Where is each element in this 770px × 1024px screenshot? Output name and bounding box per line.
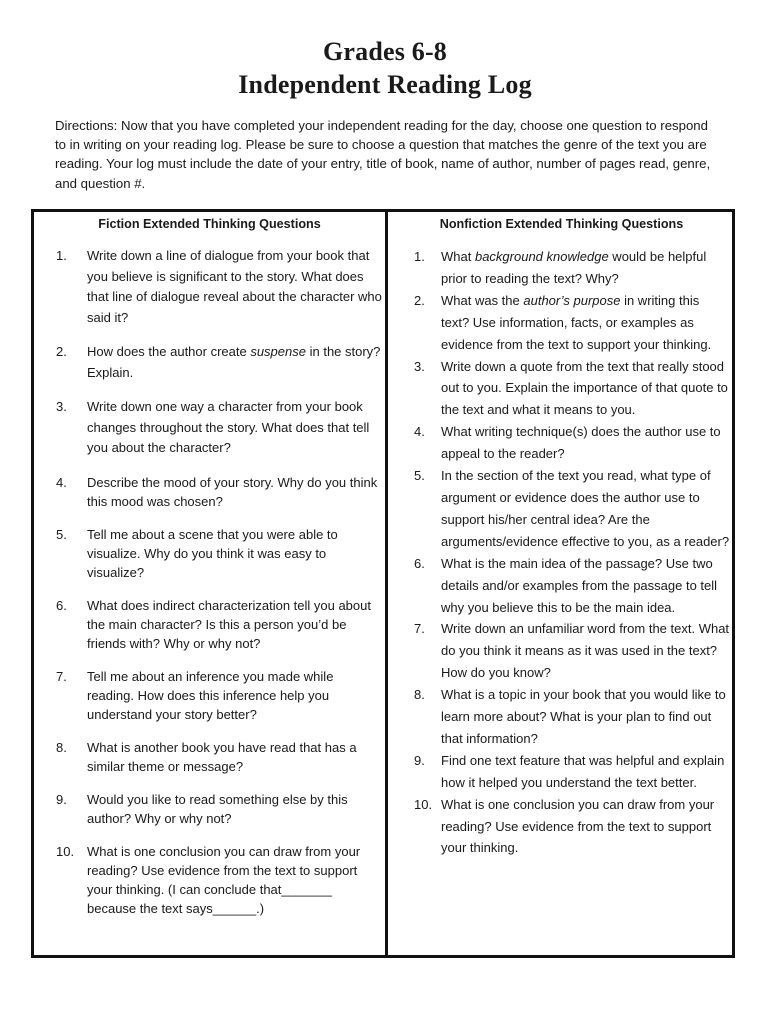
nonfiction-question-3 <box>410 356 730 422</box>
question-number: 5. <box>414 468 425 484</box>
nonfiction-question-list <box>410 246 730 859</box>
question-text: What background knowledge would be helpful prior to reading the text? Why? <box>441 249 707 286</box>
fiction-question-10 <box>56 842 382 918</box>
question-number: 9. <box>56 791 67 807</box>
questions-table <box>31 209 735 958</box>
question-text: Write down a quote from the text that really stood out to you. Explain the importance of that quote to the text and what it means to you. <box>441 358 728 418</box>
question-number: 6. <box>56 597 67 613</box>
fiction-question-7 <box>56 667 382 724</box>
question-number: 4. <box>56 474 67 490</box>
question-number: 1. <box>414 249 425 264</box>
fiction-question-8 <box>56 738 382 776</box>
question-text: What does indirect characterization tell you about the main character? Is this a person you’d be friends with? Why or why not? <box>87 597 371 651</box>
fiction-question-5 <box>56 525 382 582</box>
question-number: 7. <box>414 621 425 637</box>
question-text: Write down a line of dialogue from your book that you believe is significant to the story. What does that line of dialogue reveal about the character who said it? <box>87 248 382 325</box>
question-text: How does the author create suspense in the story? Explain. <box>87 344 381 380</box>
question-number: 2. <box>56 344 67 359</box>
question-number: 10. <box>56 843 75 859</box>
nonfiction-column-heading: Nonfiction Extended Thinking Questions <box>439 217 684 231</box>
question-number: 8. <box>414 687 425 703</box>
question-text: Tell me about an inference you made while reading. How does this inference help you understand your story better? <box>87 668 334 722</box>
nonfiction-question-4 <box>410 421 730 465</box>
question-text: Write down an unfamiliar word from the text. What do you think it means as it was used in the text? How do you know? <box>441 621 730 681</box>
question-number: 8. <box>56 739 67 755</box>
question-text: What writing technique(s) does the author use to appeal to the reader? <box>441 424 721 462</box>
fiction-question-1 <box>56 246 382 328</box>
nonfiction-question-10 <box>410 794 730 860</box>
question-text: In the section of the text you read, what type of argument or evidence does the author use to support his/her central idea? Are the arguments/evidence effective to you, as a reader? <box>441 468 730 549</box>
emphasized-term: suspense <box>250 344 306 359</box>
question-text: What is a topic in your book that you would like to learn more about? What is your plan to find out that information? <box>441 687 726 746</box>
question-number: 2. <box>414 292 425 308</box>
question-text: What is the main idea of the passage? Use two details and/or examples from the passage to tell why you believe this to be the main idea. <box>441 555 718 615</box>
question-text: Tell me about a scene that you were able to visualize. Why do you think it was easy to visualize? <box>87 526 338 580</box>
question-number: 4. <box>414 424 425 440</box>
question-number: 6. <box>414 555 425 571</box>
page-subtitle: Independent Reading Log <box>238 70 532 99</box>
nonfiction-question-5 <box>410 465 730 553</box>
question-text: Would you like to read something else by this author? Why or why not? <box>87 791 348 826</box>
nonfiction-question-2 <box>410 290 730 356</box>
question-text: What is one conclusion you can draw from your reading? Use evidence from the text to support your thinking. (I can conclude that_______ because the text says______.) <box>87 843 361 916</box>
question-number: 1. <box>56 248 67 263</box>
question-text: Find one text feature that was helpful and explain how it helped you understand the text better. <box>441 752 725 790</box>
column-divider <box>385 212 388 955</box>
nonfiction-question-1 <box>410 246 730 290</box>
question-text: Describe the mood of your story. Why do you think this mood was chosen? <box>87 474 378 509</box>
fiction-question-3 <box>56 397 382 459</box>
question-number: 7. <box>56 668 67 684</box>
question-number: 10. <box>414 796 433 812</box>
directions-text: Directions: Now that you have completed your independent reading for the day, choose one question to respond to in writing on your reading log. Please be sure to choose a question that matches the genre of the text you are reading. Your log must include the date of your entry, title of book, name of author, number of pages read, genre, and question #. <box>55 118 711 191</box>
question-number: 3. <box>414 358 425 374</box>
nonfiction-question-6 <box>410 553 730 619</box>
fiction-question-2 <box>56 342 382 383</box>
fiction-column-heading: Fiction Extended Thinking Questions <box>98 217 321 231</box>
fiction-question-4 <box>56 473 382 511</box>
question-text: What is another book you have read that has a similar theme or message? <box>87 739 357 774</box>
nonfiction-question-7 <box>410 618 730 684</box>
nonfiction-question-8 <box>410 684 730 750</box>
fiction-question-list <box>56 246 382 932</box>
emphasized-term: background knowledge <box>474 249 609 264</box>
question-text: What is one conclusion you can draw from your reading? Use evidence from the text to support your thinking. <box>441 796 715 856</box>
fiction-question-9 <box>56 790 382 828</box>
nonfiction-question-9 <box>410 750 730 794</box>
page-title: Grades 6-8 <box>322 37 448 66</box>
question-text: Write down one way a character from your book changes throughout the story. What does that tell you about the character? <box>87 399 370 455</box>
question-number: 9. <box>414 752 425 768</box>
question-number: 3. <box>56 399 67 414</box>
question-number: 5. <box>56 526 67 542</box>
question-text: What was the author’s purpose in writing this text? Use information, facts, or examples as evidence from the text to support your thinking. <box>441 292 712 352</box>
fiction-question-6 <box>56 596 382 653</box>
emphasized-term: author’s purpose <box>523 292 621 308</box>
